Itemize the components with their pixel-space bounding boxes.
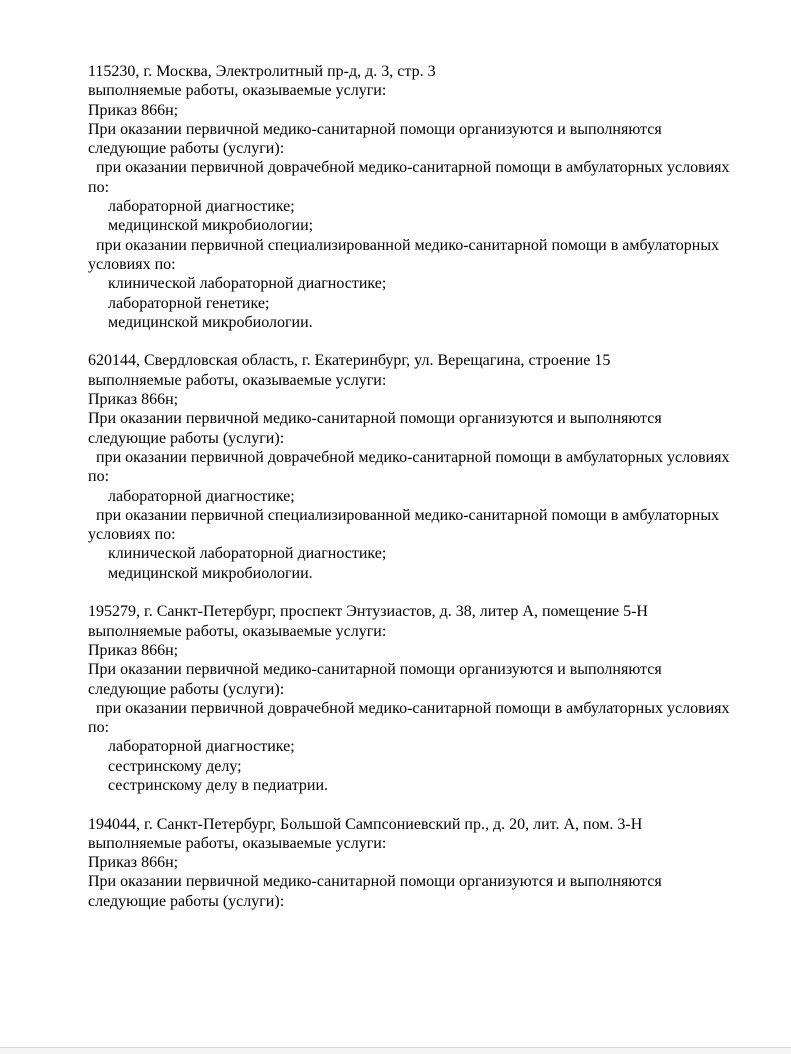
service-item-line: медицинской микробиологии. (108, 313, 313, 331)
text-line: Приказ 866н; (88, 641, 179, 659)
text-line: при оказании первичной доврачебной медико-санитарной помощи в амбулаторных условиях по: (88, 159, 730, 196)
address-line: 115230, г. Москва, Электролитный пр-д, д. 3, стр. 3 (88, 63, 436, 80)
text-line: При оказании первичной медико-санитарной помощи организуются и выполняются следующие работы (услуги): (88, 661, 662, 698)
license-address-block (88, 62, 738, 332)
service-item-line: клинической лабораторной диагностике; (108, 275, 387, 293)
text-line: при оказании первичной специализированной медико-санитарной помощи в амбулаторных условиях по: (88, 506, 720, 544)
text-line: При оказании первичной медико-санитарной помощи организуются и выполняются следующие работы (услуги): (88, 410, 662, 447)
address-line: 195279, г. Санкт-Петербург, проспект Энтузиастов, д. 38, литер А, помещение 5-Н (88, 603, 648, 621)
service-item-line: лабораторной диагностике; (108, 738, 295, 756)
service-item-line: сестринскому делу; (108, 757, 242, 775)
text-line: при оказании первичной специализированной медико-санитарной помощи в амбулаторных условиях по: (88, 236, 720, 273)
text-line: Приказ 866н; (88, 391, 179, 409)
text-line: выполняемые работы, оказываемые услуги: (88, 622, 387, 640)
text-line: при оказании первичной доврачебной медико-санитарной помощи в амбулаторных условиях по: (88, 448, 730, 486)
text-line: При оказании первичной медико-санитарной помощи организуются и выполняются следующие работы (услуги): (88, 120, 662, 158)
horizontal-scrollbar[interactable] (0, 1047, 791, 1054)
service-item-line: лабораторной генетике; (108, 294, 270, 312)
service-item-line: клинической лабораторной диагностике; (108, 545, 387, 563)
license-address-block (88, 815, 738, 911)
service-item-line: сестринскому делу в педиатрии. (108, 776, 329, 794)
text-line: Приказ 866н; (88, 101, 179, 119)
document-content (88, 62, 738, 911)
service-item-line: медицинской микробиологии. (108, 564, 313, 582)
text-line: Приказ 866н; (88, 854, 179, 872)
text-line: выполняемые работы, оказываемые услуги: (88, 834, 387, 852)
text-line: При оказании первичной медико-санитарной помощи организуются и выполняются следующие работы (услуги): (88, 873, 662, 910)
address-line: 620144, Свердловская область, г. Екатеринбург, ул. Верещагина, строение 15 (88, 352, 611, 370)
address-line: 194044, г. Санкт-Петербург, Большой Сампсониевский пр., д. 20, лит. А, пом. 3-Н (88, 815, 643, 833)
license-address-block (88, 351, 738, 583)
service-item-line: лабораторной диагностике; (108, 487, 295, 505)
service-item-line: медицинской микробиологии; (108, 217, 314, 235)
service-item-line: лабораторной диагностике; (108, 198, 295, 216)
text-line: при оказании первичной доврачебной медико-санитарной помощи в амбулаторных условиях по: (88, 699, 730, 737)
text-line: выполняемые работы, оказываемые услуги: (88, 82, 387, 100)
license-address-block (88, 602, 738, 795)
text-line: выполняемые работы, оказываемые услуги: (88, 371, 387, 389)
